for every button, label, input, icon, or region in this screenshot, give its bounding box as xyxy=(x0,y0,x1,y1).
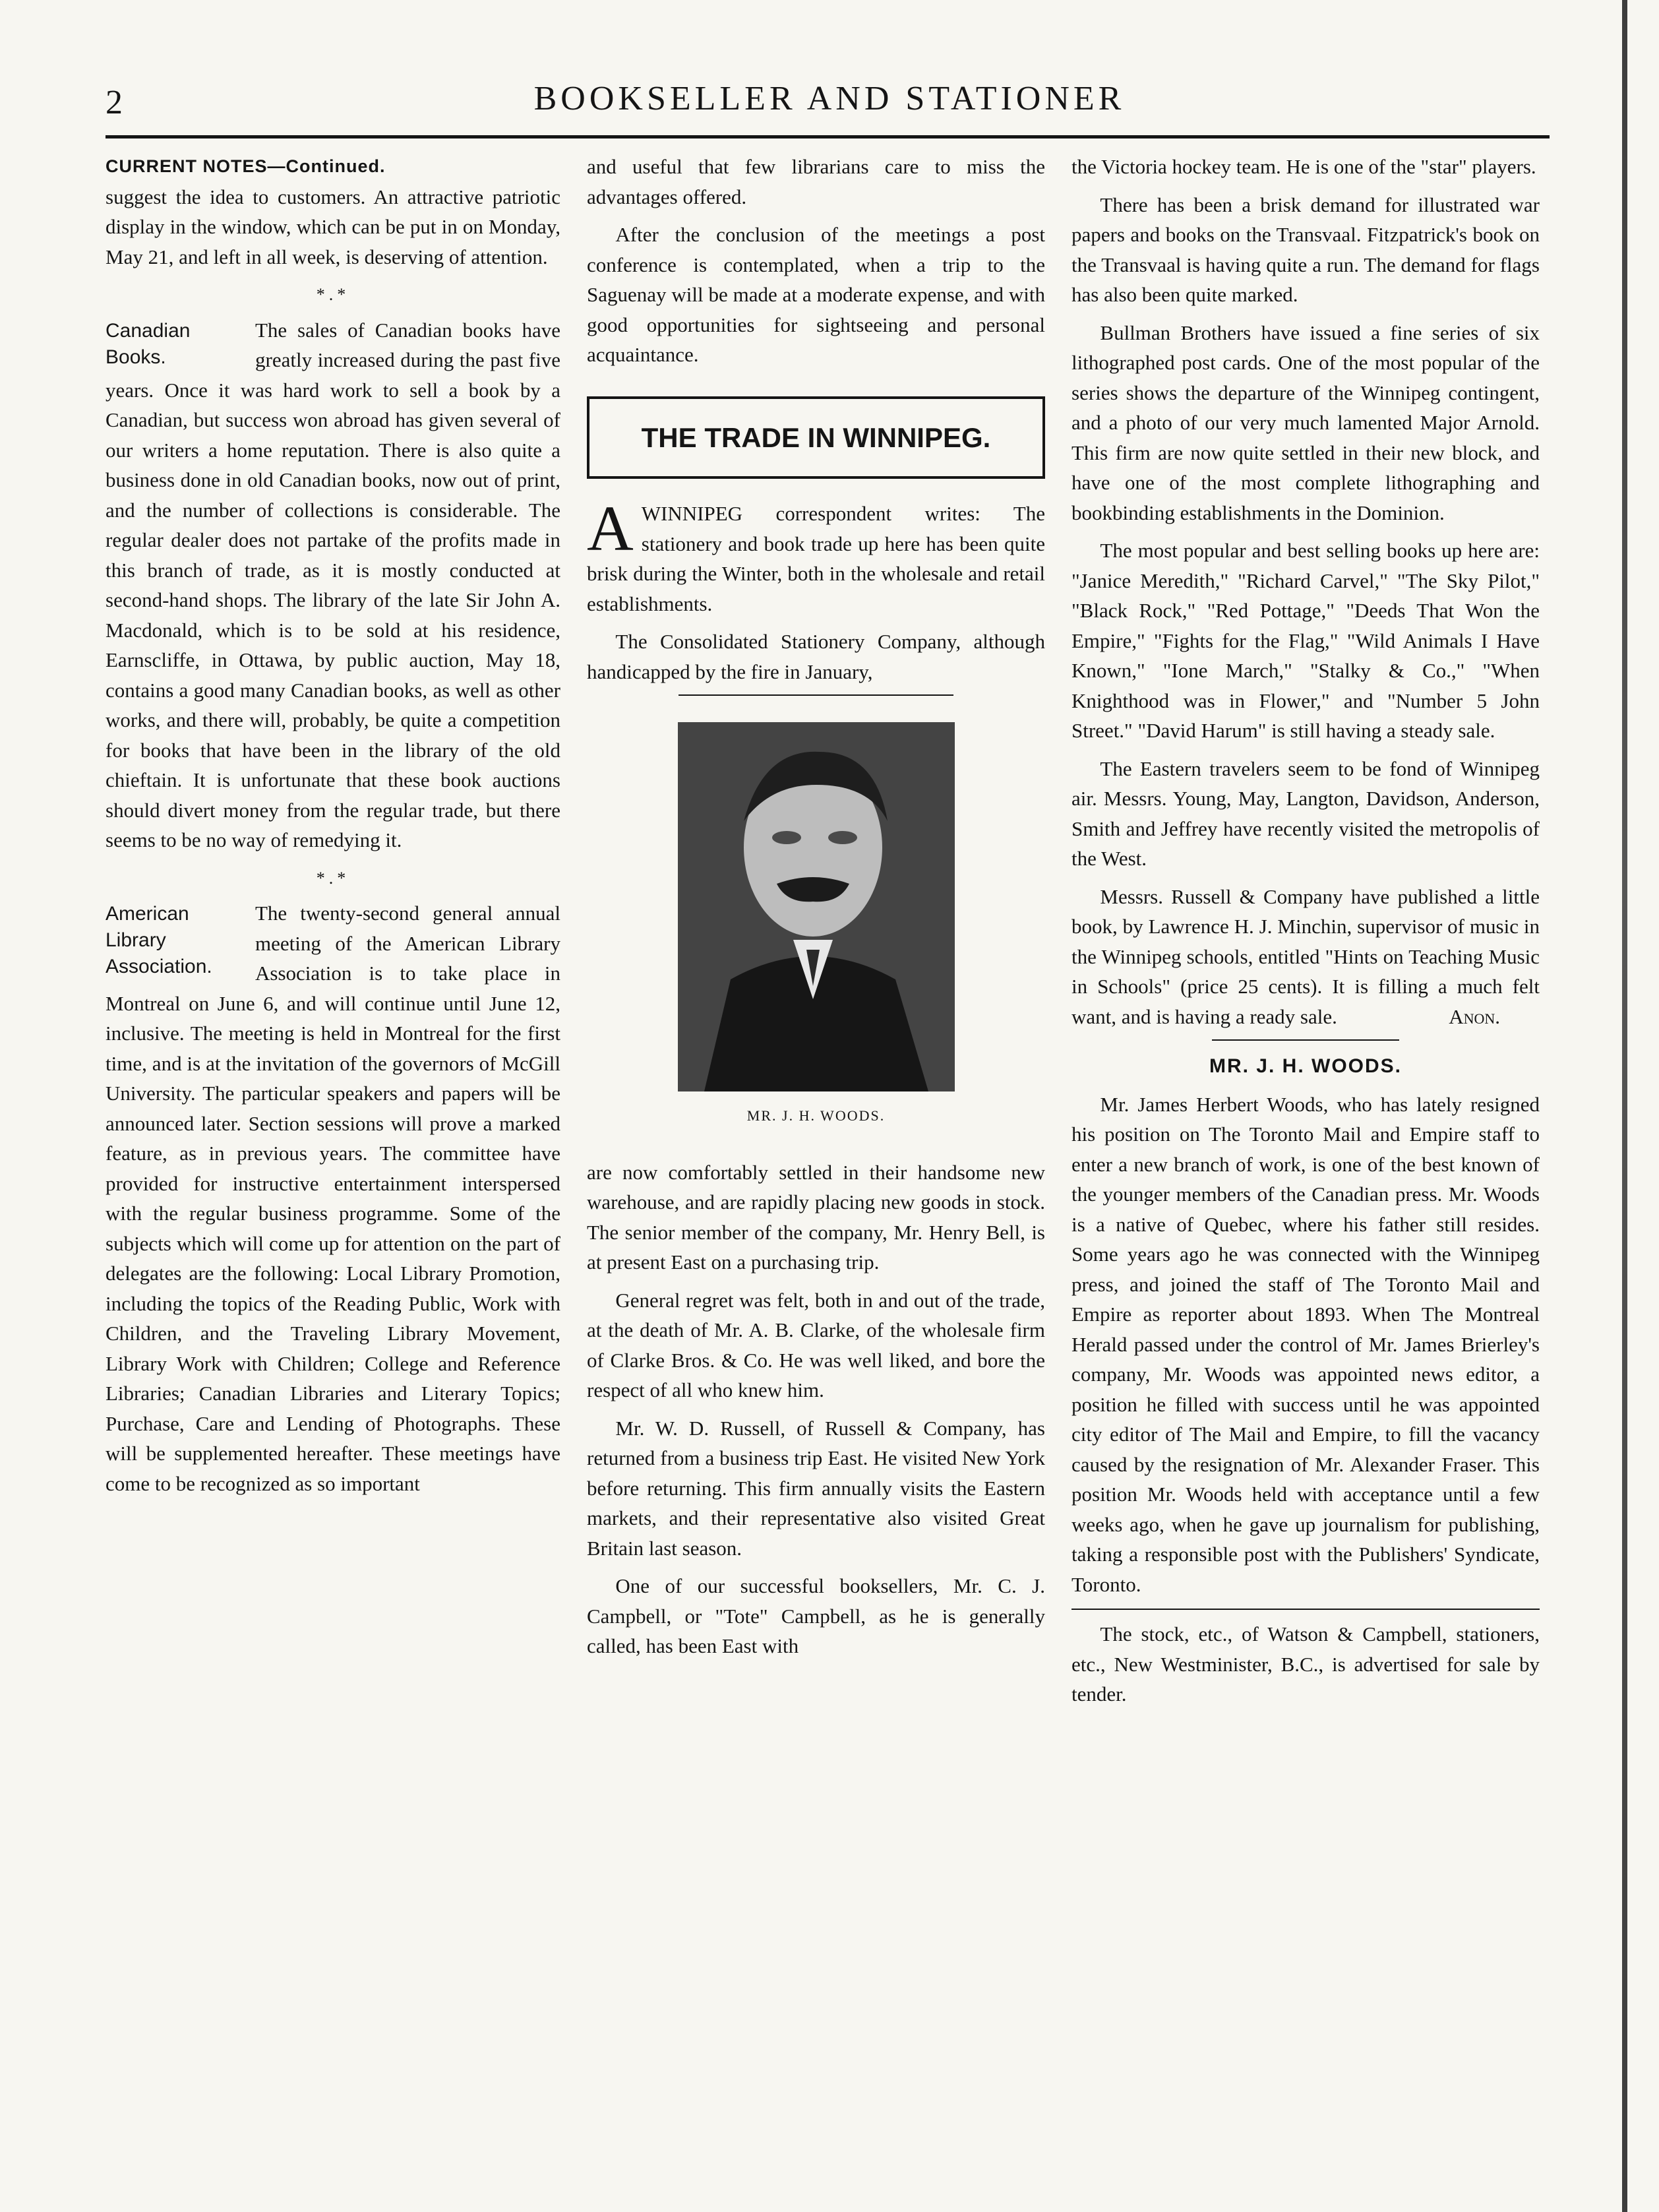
divider xyxy=(1212,1039,1399,1041)
paragraph xyxy=(1071,882,1540,1032)
header-rule xyxy=(106,135,1550,138)
ornament-divider: *.* xyxy=(316,868,350,888)
paragraph: Mr. James Herbert Woods, who has lately resigned his position on The Toronto Mail and Empire staff to enter a new branch of work, is one of the best known of the younger members of the Canadian press. Mr. Woods is a native of Quebec, where his father still resides. Some years ago he was connected with the Winnipeg press, and joined the staff of The Toronto Mail and Empire as reporter about 1893. When The Montreal Herald passed under the control of Mr. James Brierley's company, Mr. Woods was appointed news editor, a position he filled with success until he was appointed city editor of The Mail and Empire, to fill the vacancy caused by the resignation of Mr. Alexander Fraser. This position Mr. Woods held with acceptance until a few weeks ago, when he gave up journalism for publishing, taking a responsible post with the Publishers' Syndicate, Toronto. xyxy=(1071,1092,1540,1596)
portrait-figure xyxy=(678,722,955,1131)
article-title: THE TRADE IN WINNIPEG. xyxy=(641,421,991,453)
paragraph: the Victoria hockey team. He is one of the "star" players. xyxy=(1071,155,1536,178)
side-heading-line: Canadian xyxy=(106,319,191,342)
paragraph: The twenty-second general annual meeting of the American Library Association is to take place in Montreal on June 6, and will continue until June 12, inclusive. The meeting is held in Montreal for the first time, and is at the invitation of the governors of McGill University. The particular speakers and papers will be announced later. Section sessions will prove a marked feature, as in previous years. The committee have provided for instructive entertainment interspersed with the regular business programme. Some of the subjects which will come up for attention on the part of delegates are the following: Local Library Promotion, including the topics of the Reading Public, Work with Children, and the Traveling Library Movement, Library Work with Children; College and Reference Libraries; Canadian Libraries and Literary Topics; Purchase, Care and Lending of Photographs. These will be supplemented hereafter. These meetings have come to be recognized as so important xyxy=(106,902,560,1495)
paragraph: There has been a brisk demand for illustrated war papers and books on the Transvaal. Fitzpatrick's book on the Transvaal is having quite a run. The demand for flags has also been quite marked. xyxy=(1071,193,1540,306)
paragraph: Mr. W. D. Russell, of Russell & Company, has returned from a business trip East. He visited New York before returning. This firm annually visits the Eastern markets, and their representative also visited Great Britain last season. xyxy=(587,1416,1045,1560)
column-2 xyxy=(587,152,1045,1669)
signature: Anon. xyxy=(1449,1004,1500,1028)
paragraph: After the conclusion of the meetings a post conference is contemplated, when a trip to the Saguenay will be made at a moderate expense, and with good opportunities for sightseeing and personal acquaintance. xyxy=(587,223,1045,366)
paragraph: The most popular and best selling books up here are: "Janice Meredith," "Richard Carvel," "The Sky Pilot," "Black Rock," "Red Pottage," "Deeds That Won the Empire," "Fights for the Flag," "Wild Animals I Have Known," "Ione March," "Stalky & Co.," "When Knighthood was in Flower," and "Number 5 John Street." "David Harum" is still having a steady sale. xyxy=(1071,539,1540,742)
article-title-box xyxy=(587,396,1045,479)
scan-edge-mark xyxy=(1622,0,1627,2212)
paragraph: The stock, etc., of Watson & Campbell, stationers, etc., New Westminister, B.C., is advertised for sale by tender. xyxy=(1071,1622,1540,1705)
side-heading-line: Books. xyxy=(106,346,166,368)
side-heading-american-library xyxy=(106,901,247,980)
portrait-photo xyxy=(678,722,955,1091)
drop-cap: A xyxy=(587,493,634,565)
ornament-divider: *.* xyxy=(316,285,350,304)
side-heading-line: Association. xyxy=(106,956,212,977)
masthead-title: BOOKSELLER AND STATIONER xyxy=(533,80,1126,117)
column-1 xyxy=(106,152,560,1506)
side-heading-line: American xyxy=(106,903,189,925)
page-number: 2 xyxy=(106,84,123,121)
paragraph: General regret was felt, both in and out of the trade, at the death of Mr. A. B. Clarke, of the wholesale firm of Clarke Bros. & Co. He was well liked, and bore the respect of all who knew him. xyxy=(587,1288,1045,1401)
portrait-image xyxy=(678,722,955,1091)
divider xyxy=(679,694,953,696)
paragraph-text: Messrs. Russell & Company have published a little book, by Lawrence H. J. Minchin, supervisor of music in the Winnipeg schools, entitled "Hints on Teaching Music in Schools" (price 25 cents). It is filling a much felt want, and is having a ready sale. xyxy=(1071,884,1540,1028)
paragraph: and useful that few librarians care to miss the advantages offered. xyxy=(587,155,1045,208)
side-heading-canadian-books xyxy=(106,318,247,371)
paragraph-text: WINNIPEG correspondent writes: The stationery and book trade up here has been quite brisk during the Winter, both in the wholesale and retail establishments. xyxy=(587,502,1045,615)
section-heading: MR. J. H. WOODS. xyxy=(1209,1055,1402,1077)
divider xyxy=(1071,1609,1540,1610)
section-label: CURRENT NOTES—Continued. xyxy=(106,156,386,176)
paragraph: suggest the idea to customers. An attractive patriotic display in the window, which can be put in on Monday, May 21, and left in all week, is deserving of attention. xyxy=(106,185,560,268)
column-3 xyxy=(1071,152,1540,1717)
paragraph: One of our successful booksellers, Mr. C. J. Campbell, or "Tote" Campbell, as he is generally called, has been East with xyxy=(587,1574,1045,1657)
paragraph: The sales of Canadian books have greatly increased during the past five years. Once it was hard work to sell a book by a Canadian, but success won abroad has given several of our writers a home reputation. There is also quite a business done in old Canadian books, now out of print, and the number of collections is considerable. The regular dealer does not partake of the profits made in this branch of trade, as it is mostly conducted at second-hand shops. The library of the late Sir John A. Macdonald, which is to be sold at his residence, Earnscliffe, in Ottawa, by public auction, May 18, contains a good many Canadian books, as well as other works, and there will, probably, be quite a competition for books that have been in the library of the old chieftain. It is unfortunate that these book auctions should divert money from the regular trade, but there seems to be no way of remedying it. xyxy=(106,318,560,851)
paragraph: The Eastern travelers seem to be fond of Winnipeg air. Messrs. Young, May, Langton, Davidson, Anderson, Smith and Jeffrey have recently visited the metropolis of the West. xyxy=(1071,756,1540,870)
paragraph: are now comfortably settled in their handsome new warehouse, and are rapidly placing new goods in stock. The senior member of the company, Mr. Henry Bell, is at present East on a purchasing trip. xyxy=(587,1160,1045,1274)
paragraph-with-dropcap xyxy=(587,493,1045,619)
side-heading-line: Library xyxy=(106,929,166,951)
portrait-caption: MR. J. H. WOODS. xyxy=(746,1107,886,1124)
paragraph: Bullman Brothers have issued a fine series of six lithographed post cards. One of the most popular of the series shows the departure of the Winnipeg contingent, and a photo of our very much lamented Major Arnold. This firm are now quite settled in their new block, and have one of the most complete lithographing and bookbinding establishments in the Dominion. xyxy=(1071,321,1540,524)
paragraph: The Consolidated Stationery Company, although handicapped by the fire in January, xyxy=(587,630,1045,683)
